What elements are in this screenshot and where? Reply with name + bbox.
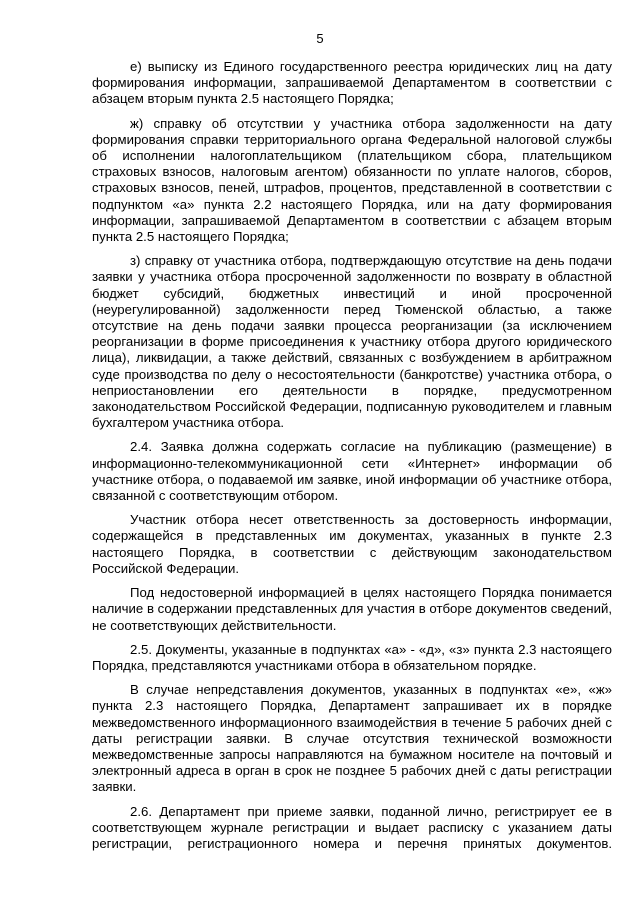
paragraph-clause-2-5: 2.5. Документы, указанные в подпунктах «а» - «д», «з» пункта 2.3 настоящего Порядка, представляются участниками отбора в обязательном порядке. bbox=[92, 641, 612, 673]
paragraph-responsibility: Участник отбора несет ответственность за достоверность информации, содержащейся в представленных им документах, указанных в пункте 2.3 настоящего Порядка, в соответствии с действующим законодательством Российской Федерации. bbox=[92, 512, 612, 576]
paragraph-subitem-zh: ж) справку об отсутствии у участника отбора задолженности на дату формирования справки территориального органа Федеральной налоговой службы об исполнении налогоплательщиком (плательщиком сбора, плательщиком страховых взносов, налоговым агентом) обязанности по уплате налогов, сборов, страховых взносов, пеней, штрафов, процентов, представленной в соответствии с подпунктом «а» пункта 2.2 настоящего Порядка, или на дату формирования информации, запрашиваемой Департаментом в соответствии с абзацем вторым пункта 2.5 настоящего Порядка; bbox=[92, 115, 612, 245]
paragraph-clause-2-6: 2.6. Департамент при приеме заявки, поданной лично, регистрирует ее в соответствующем журнале регистрации и выдает расписку с указанием даты регистрации, регистрационного номера и перечня принятых документов. bbox=[92, 803, 612, 851]
paragraph-false-information: Под недостоверной информацией в целях настоящего Порядка понимается наличие в содержании представленных для участия в отборе документов сведений, не соответствующих действительности. bbox=[92, 585, 612, 633]
paragraph-clause-2-4: 2.4. Заявка должна содержать согласие на публикацию (размещение) в информационно-телекоммуникационной сети «Интернет» информации об участнике отбора, о подаваемой им заявке, иной информации об участнике отбора, связанной с соответствующим отбором. bbox=[92, 439, 612, 504]
paragraph-subitem-z: з) справку от участника отбора, подтверждающую отсутствие на день подачи заявки у участника отбора просроченной задолженности по возврату в областной бюджет субсидий, бюджетных инвестиций и иной просроченной (неурегулированной) задолженности перед Тюменской областью, а также отсутствие на день подачи заявки процесса реорганизации (за исключением реорганизации в форме присоединения к участнику отбора другого юридического лица), ликвидации, а также действий, связанных с возбуждением в арбитражном суде производства по делу о несостоятельности (банкротстве) участника отбора, о неприостановлении его деятельности в порядке, предусмотренном законодательством Российской Федерации, подписанную руководителем и главным бухгалтером участника отбора. bbox=[92, 253, 612, 431]
paragraph-interagency-request: В случае непредставления документов, указанных в подпунктах «е», «ж» пункта 2.3 настоящего Порядка, Департамент запрашивает их в порядке межведомственного информационного взаимодействия в течение 5 рабочих дней с даты регистрации заявки. В случае отсутствия технической возможности межведомственные запросы направляются на бумажном носителе на почтовый и электронный адреса в орган в срок не позднее 5 рабочих дней с даты регистрации заявки. bbox=[92, 682, 612, 795]
document-body bbox=[92, 59, 612, 860]
paragraph-subitem-e: е) выписку из Единого государственного реестра юридических лиц на дату формирования информации, запрашиваемой Департаментом в соответствии с абзацем вторым пункта 2.5 настоящего Порядка; bbox=[92, 59, 612, 107]
page-number: 5 bbox=[316, 31, 324, 46]
